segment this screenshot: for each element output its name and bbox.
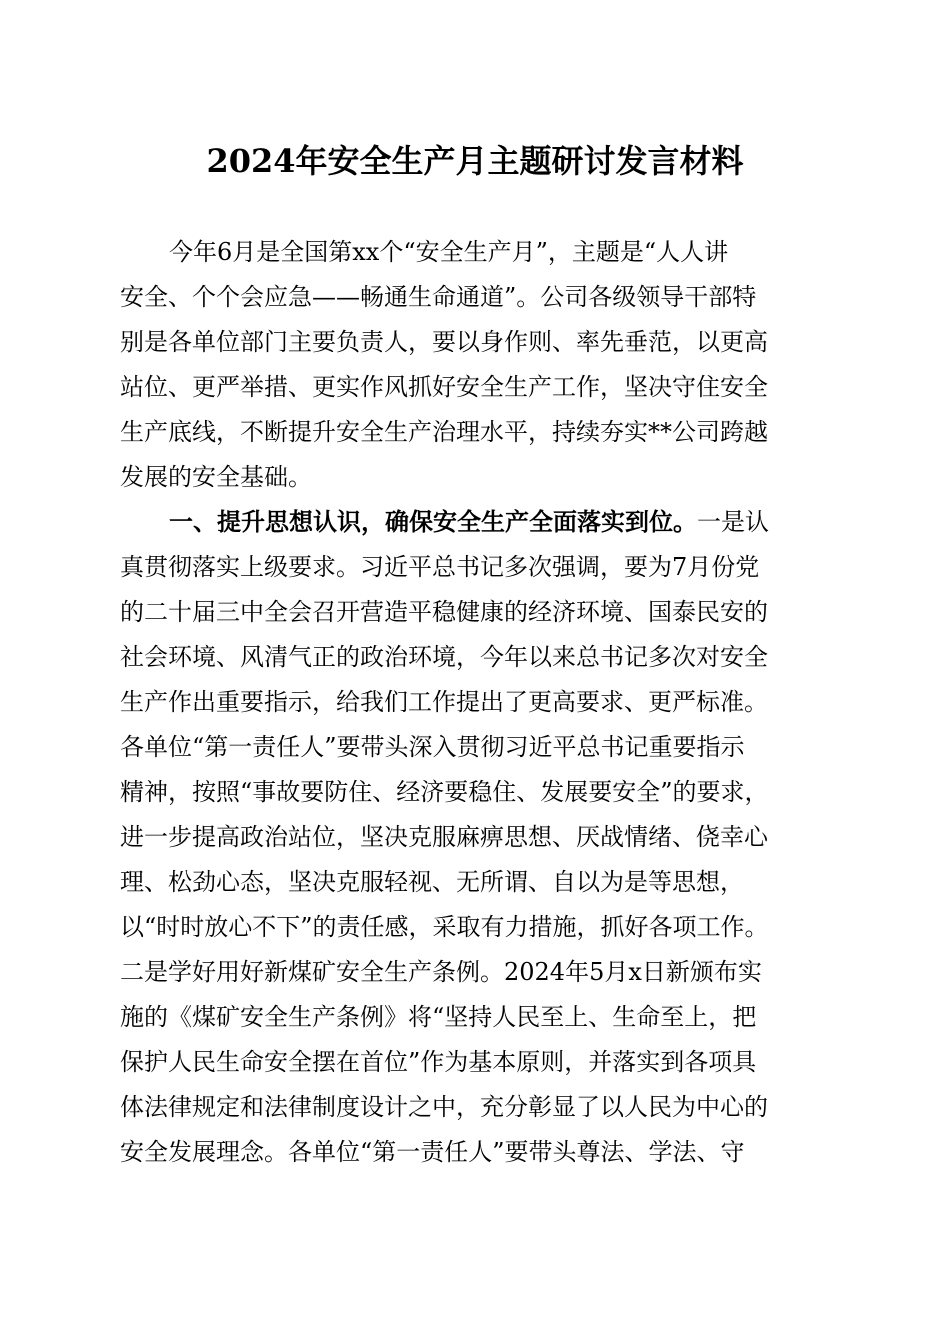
paragraph-2-line-3: 的二十届三中全会召开营造平稳健康的经济环境、国泰民安的 xyxy=(120,598,768,626)
paragraph-2-line-11: 二是学好用好新煤矿安全生产条例。2024年5月x日新颁布实 xyxy=(120,958,762,986)
paragraph-1-line-4: 站位、更严举措、更实作风抓好安全生产工作，坚决守住安全 xyxy=(120,373,768,401)
paragraph-2-line-7: 精神，按照“事故要防住、经济要稳住、发展要安全”的要求， xyxy=(120,778,769,806)
paragraph-2-line-13: 保护人民生命安全摆在首位”作为基本原则，并落实到各项具 xyxy=(120,1048,757,1076)
paragraph-1-line-2: 安全、个个会应急——畅通生命通道”。公司各级领导干部特 xyxy=(120,283,757,311)
paragraph-2-line-1 xyxy=(169,500,769,544)
paragraph-2-line-15: 安全发展理念。各单位“第一责任人”要带头尊法、学法、守 xyxy=(120,1138,745,1166)
paragraph-2-line-14: 体法律规定和法律制度设计之中，充分彰显了以人民为中心的 xyxy=(120,1093,768,1121)
paragraph-1-line-5: 生产底线，不断提升安全生产治理水平，持续夯实**公司跨越 xyxy=(120,418,768,446)
document-title: 2024年安全生产月主题研讨发言材料 xyxy=(206,142,744,180)
paragraph-2-line-5: 生产作出重要指示，给我们工作提出了更高要求、更严标准。 xyxy=(120,688,768,716)
paragraph-2-line-9: 理、松劲心态，坚决克服轻视、无所谓、自以为是等思想， xyxy=(120,868,744,896)
paragraph-2-line-12: 施的《煤矿安全生产条例》将“坚持人民至上、生命至上，把 xyxy=(120,1003,757,1031)
paragraph-1-line-1: 今年6月是全国第xx个“安全生产月”，主题是“人人讲 xyxy=(169,238,729,266)
paragraph-2-line-2: 真贯彻落实上级要求。习近平总书记多次强调，要为7月份党 xyxy=(120,553,760,581)
paragraph-2-line-10: 以“时时放心不下”的责任感，采取有力措施，抓好各项工作。 xyxy=(120,913,769,941)
paragraph-1-line-6: 发展的安全基础。 xyxy=(120,463,312,491)
paragraph-1-line-3: 别是各单位部门主要负责人，要以身作则、率先垂范，以更高 xyxy=(120,328,768,356)
section-heading: 一、提升思想认识，确保安全生产全面落实到位。 xyxy=(169,507,697,536)
section-heading-rest: 一是认 xyxy=(697,508,769,536)
paragraph-2-line-6: 各单位“第一责任人”要带头深入贯彻习近平总书记重要指示 xyxy=(120,733,745,761)
paragraph-2-line-8: 进一步提高政治站位，坚决克服麻痹思想、厌战情绪、侥幸心 xyxy=(120,823,768,851)
paragraph-2-line-4: 社会环境、风清气正的政治环境，今年以来总书记多次对安全 xyxy=(120,643,768,671)
